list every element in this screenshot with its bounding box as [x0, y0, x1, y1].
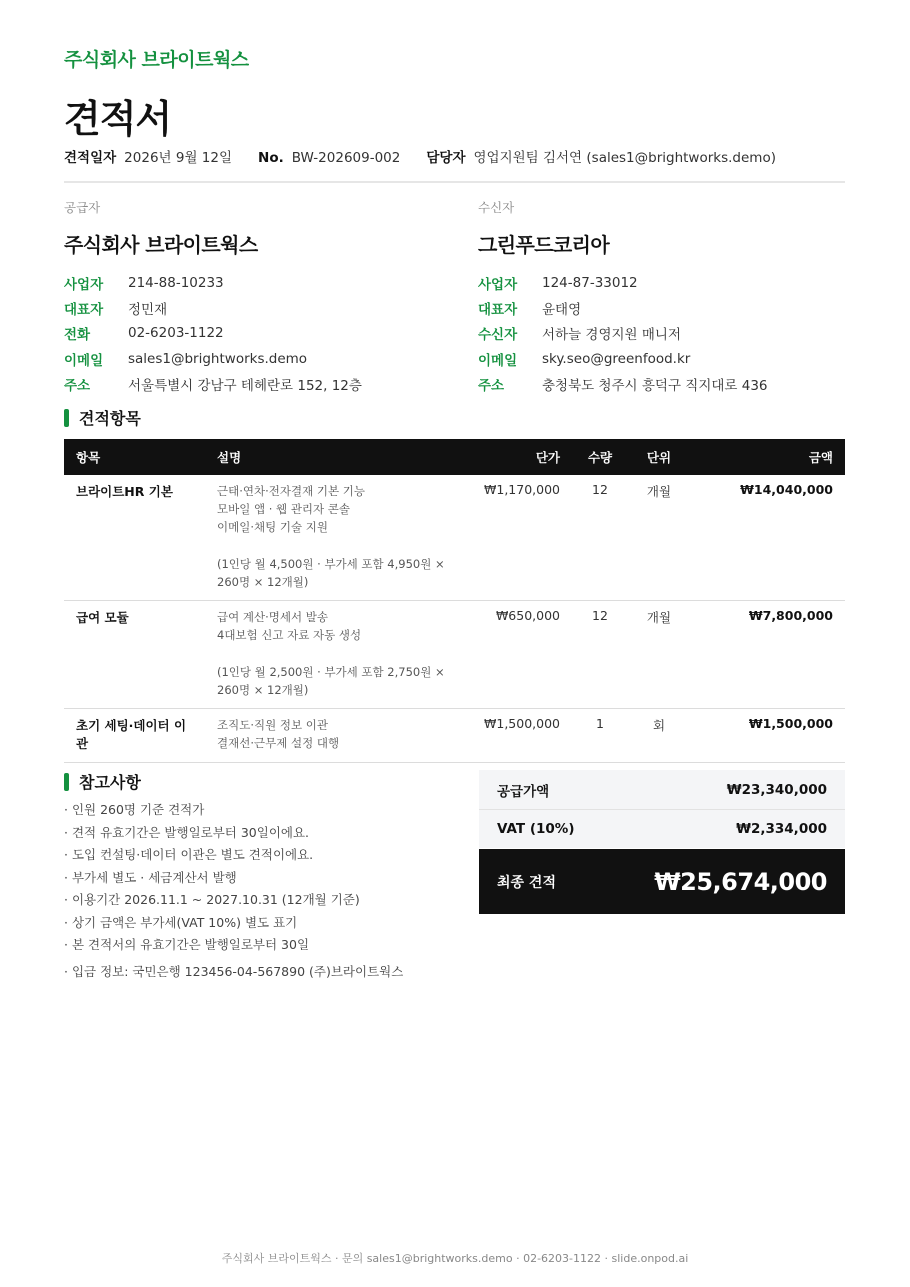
info-value: 02-6203-1122: [128, 325, 224, 342]
item-name: 브라이트HR 기본: [64, 475, 205, 601]
info-label: 주소: [478, 377, 505, 394]
supply-amount-row: [479, 770, 845, 809]
description-line: 4대보험 신고 자료 자동 생성: [217, 628, 362, 643]
receiver-block: [478, 198, 838, 396]
notes-section-label: 참고사항: [79, 773, 141, 792]
quantity: 1: [572, 709, 628, 762]
items-section-label: 견적항목: [79, 409, 141, 428]
info-value: sky.seo@greenfood.kr: [542, 350, 691, 367]
supply-amount-label: 공급가액: [497, 783, 550, 800]
receiver-ceo: [478, 295, 838, 320]
unit: 개월: [628, 475, 690, 601]
section-accent-bar: [64, 773, 69, 791]
note-item: · 상기 금액은 부가세(VAT 10%) 별도 표기: [64, 914, 298, 930]
info-value: 서하늘 경영지원 매니저: [542, 327, 681, 344]
table-row: [64, 709, 845, 762]
note-item: · 견적 유효기간은 발행일로부터 30일이에요.: [64, 824, 310, 840]
meta-number-label: No.: [258, 150, 284, 166]
header-desc: 설명: [205, 439, 470, 475]
meta-date-label: 견적일자: [64, 150, 117, 166]
notes-section-title: [64, 770, 141, 793]
supplier-name: 주식회사 브라이트웍스: [64, 233, 258, 257]
line-amount: ₩1,500,000: [690, 709, 845, 762]
meta-manager-label: 담당자: [426, 150, 466, 166]
final-total-row: [479, 849, 845, 914]
brand-name: 주식회사 브라이트웍스: [64, 49, 249, 71]
quote-items-table: [64, 439, 845, 763]
supplier-email: [64, 346, 424, 371]
supplier-address: [64, 371, 424, 396]
vat-row: [479, 809, 845, 848]
item-description: [205, 601, 470, 709]
info-label: 사업자: [64, 276, 104, 293]
meta-manager-value: 영업지원팀 김서연 (sales1@brightworks.demo): [473, 150, 776, 166]
info-value: 윤태영: [542, 301, 582, 318]
info-label: 대표자: [478, 301, 518, 318]
document-title: 견적서: [64, 97, 172, 141]
description-spacer: [217, 537, 458, 555]
receiver-address: [478, 371, 838, 396]
info-value: 정민재: [128, 301, 168, 318]
bank-info-note: · 입금 정보: 국민은행 123456-04-567890 (주)브라이트웍스: [64, 963, 404, 979]
supplier-business-number: [64, 270, 424, 295]
final-total-value: ₩25,674,000: [654, 867, 827, 896]
header-amount: 금액: [690, 439, 845, 475]
meta-manager: [426, 146, 776, 166]
info-value: 충청북도 청주시 흥덕구 직지대로 436: [542, 377, 768, 394]
description-line: 결재선·근무제 설정 대행: [217, 736, 340, 751]
info-label: 수신자: [478, 327, 518, 344]
description-spacer: [217, 645, 458, 663]
table-row: [64, 475, 845, 601]
header-unit: 단위: [628, 439, 690, 475]
receiver-email: [478, 346, 838, 371]
meta-number-value: BW-202609-002: [291, 150, 401, 166]
final-total-label: 최종 견적: [497, 874, 556, 891]
item-description: [205, 475, 470, 601]
meta-number: [258, 150, 400, 166]
notes-list: [64, 800, 464, 984]
unit: 개월: [628, 601, 690, 709]
line-amount: ₩14,040,000: [690, 475, 845, 601]
info-label: 이메일: [478, 352, 518, 369]
unit-price: ₩650,000: [470, 601, 572, 709]
info-value: 214-88-10233: [128, 274, 224, 291]
item-name: 급여 모듈: [64, 601, 205, 709]
info-value: 124-87-33012: [542, 274, 638, 291]
description-line: 260명 × 12개월): [217, 575, 309, 589]
receiver-business-number: [478, 270, 838, 295]
info-value: 서울특별시 강남구 테헤란로 152, 12층: [128, 377, 362, 394]
quote-page: [64, 0, 845, 1287]
vat-label: VAT (10%): [497, 821, 575, 837]
quote-meta: [64, 146, 802, 166]
receiver-contact: [478, 321, 838, 346]
supplier-info: [64, 270, 424, 396]
note-item: · 부가세 별도 · 세금계산서 발행: [64, 869, 237, 885]
supplier-phone: [64, 321, 424, 346]
unit-price: ₩1,500,000: [470, 709, 572, 762]
header-item: 항목: [64, 439, 205, 475]
meta-date: [64, 146, 232, 166]
description-line: 조직도·직원 정보 이관: [217, 718, 328, 733]
note-item: · 이용기간 2026.11.1 ~ 2027.10.31 (12개월 기준): [64, 892, 360, 907]
totals-panel: [479, 770, 845, 914]
vat-value: ₩2,334,000: [736, 821, 827, 837]
info-label: 사업자: [478, 276, 518, 293]
meta-date-value: 2026년 9월 12일: [124, 150, 233, 166]
items-section-title: [64, 406, 141, 429]
description-line: (1인당 월 2,500원 · 부가세 포함 2,750원 ×: [217, 664, 445, 679]
unit-price: ₩1,170,000: [470, 475, 572, 601]
table-header-row: [64, 439, 845, 475]
receiver-name: 그린푸드코리아: [478, 233, 610, 257]
supplier-caption: 공급자: [64, 200, 101, 215]
item-description: [205, 709, 470, 762]
description-line: 근태·연차·전자결재 기본 기능: [217, 484, 365, 498]
line-amount: ₩7,800,000: [690, 601, 845, 709]
table-row: [64, 601, 845, 709]
note-item: · 도입 컨설팅·데이터 이관은 별도 견적이에요.: [64, 847, 314, 862]
note-item: · 본 견적서의 유효기간은 발행일로부터 30일: [64, 937, 310, 952]
section-accent-bar: [64, 409, 69, 427]
description-line: (1인당 월 4,500원 · 부가세 포함 4,950원 ×: [217, 556, 445, 571]
description-line: 급여 계산·명세서 발송: [217, 610, 328, 625]
receiver-info: [478, 270, 838, 396]
supplier-block: [64, 198, 424, 396]
info-label: 전화: [64, 327, 91, 344]
header-price: 단가: [470, 439, 572, 475]
info-value: sales1@brightworks.demo: [128, 350, 308, 367]
receiver-caption: 수신자: [478, 200, 515, 215]
description-line: 이메일·채팅 기술 지원: [217, 520, 328, 535]
header-divider: [64, 181, 845, 183]
description-line: 260명 × 12개월): [217, 683, 309, 697]
supply-amount-value: ₩23,340,000: [726, 781, 827, 798]
description-line: 모바일 앱 · 웹 관리자 콘솔: [217, 502, 351, 517]
info-label: 대표자: [64, 301, 104, 318]
page-footer: 주식회사 브라이트웍스 · 문의 sales1@brightworks.demo · 02-6203-1122 · slide.onpod.ai: [221, 1252, 689, 1265]
quantity: 12: [572, 475, 628, 601]
quantity: 12: [572, 601, 628, 709]
table-body: [64, 475, 845, 762]
unit: 회: [628, 709, 690, 762]
info-label: 주소: [64, 377, 91, 394]
supplier-ceo: [64, 295, 424, 320]
item-name: 초기 세팅·데이터 이관: [64, 709, 205, 762]
note-item: · 인원 260명 기준 견적가: [64, 802, 205, 817]
header-qty: 수량: [572, 439, 628, 475]
info-label: 이메일: [64, 352, 104, 369]
